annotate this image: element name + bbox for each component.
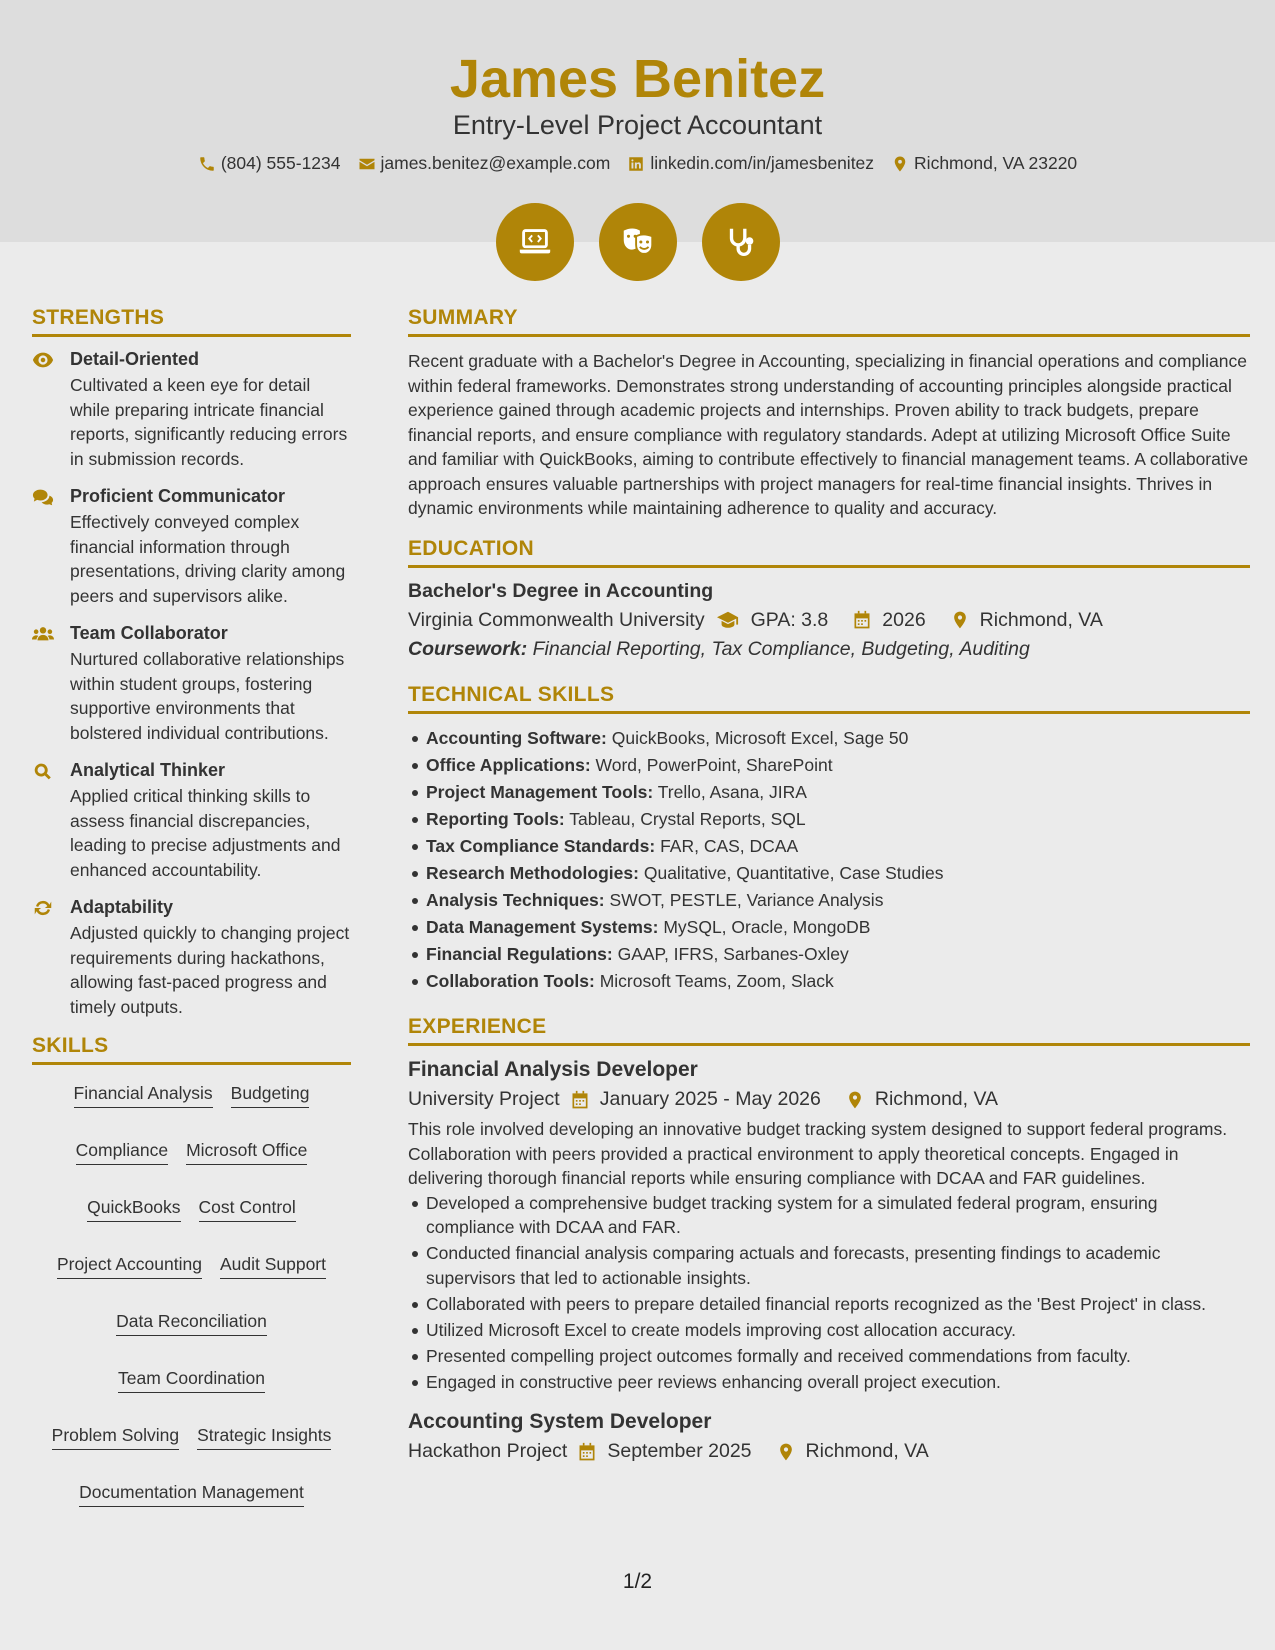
job-dates: September 2025: [607, 1440, 752, 1462]
strength-desc: Nurtured collaborative relationships within student groups, fostering supportive environments that bolstered individual contributions.: [70, 649, 345, 743]
technical-skills-list: [408, 726, 1250, 994]
sync-icon: [32, 897, 56, 1019]
skill-tag: Project Accounting: [57, 1254, 202, 1279]
education-degree: Bachelor's Degree in Accounting: [408, 579, 714, 602]
strength-title: Detail-Oriented: [70, 349, 200, 369]
skill-tag: Team Coordination: [118, 1368, 265, 1393]
strength-desc: Effectively conveyed complex financial information through presentations, driving clarity among peers and supervisors alike.: [70, 512, 346, 606]
education-year: 2026: [882, 608, 926, 631]
candidate-title: Entry-Level Project Accountant: [452, 110, 823, 140]
job-title: Financial Analysis Developer: [408, 1058, 698, 1081]
theater-masks-icon: [599, 203, 677, 281]
map-marker-icon: [950, 610, 970, 630]
education-location: Richmond, VA: [979, 608, 1103, 631]
tech-skill-value: Trello, Asana, JIRA: [657, 781, 807, 802]
job-dates: January 2025 - May 2026: [599, 1088, 821, 1110]
strength-item: [32, 486, 351, 608]
linkedin-text: linkedin.com/in/jamesbenitez: [650, 153, 875, 173]
tech-skill-value: Microsoft Teams, Zoom, Slack: [599, 970, 834, 991]
location-text: Richmond, VA 23220: [914, 153, 1078, 173]
list-item: [408, 969, 1250, 994]
list-item: [408, 726, 1250, 751]
tech-skill-value: QuickBooks, Microsoft Excel, Sage 50: [611, 727, 909, 748]
laptop-code-icon: [496, 203, 574, 281]
skill-tag: Data Reconciliation: [116, 1311, 267, 1336]
contact-linkedin[interactable]: [627, 153, 874, 174]
tech-skill-value: FAR, CAS, DCAA: [660, 835, 799, 856]
contact-email[interactable]: [358, 153, 611, 174]
phone-icon: [198, 155, 216, 173]
map-marker-icon: [776, 1442, 796, 1462]
candidate-name: James Benitez: [449, 49, 826, 109]
linkedin-icon: [627, 155, 645, 173]
right-column: [408, 306, 1250, 1469]
tech-skill-value: MySQL, Oracle, MongoDB: [663, 916, 871, 937]
job-meta: [408, 1440, 1250, 1463]
skills-heading: SKILLS: [32, 1034, 351, 1065]
tech-skill-label: Data Management Systems:: [426, 916, 659, 937]
job-title: Accounting System Developer: [408, 1410, 712, 1433]
coursework-label: Coursework:: [408, 637, 528, 660]
education-heading: EDUCATION: [408, 537, 1250, 568]
education-meta: [408, 609, 1250, 632]
strength-desc: Applied critical thinking skills to assess financial discrepancies, leading to precise adjustments and enhanced accountability.: [70, 786, 341, 880]
stethoscope-icon: [702, 203, 780, 281]
eye-icon: [32, 349, 56, 471]
skills-cloud: [32, 1079, 351, 1507]
coursework-text: Financial Reporting, Tax Compliance, Budgeting, Auditing: [532, 637, 1030, 660]
list-item: [408, 915, 1250, 940]
interest-icons: [0, 203, 1275, 281]
skill-tag: Financial Analysis: [74, 1083, 213, 1108]
map-marker-icon: [845, 1090, 865, 1110]
list-item: [408, 780, 1250, 805]
strength-title: Analytical Thinker: [70, 760, 226, 780]
list-item: [408, 753, 1250, 778]
strength-title: Team Collaborator: [70, 623, 228, 643]
calendar-icon: [570, 1090, 590, 1110]
skill-tag: Microsoft Office: [186, 1140, 307, 1165]
tech-skill-label: Financial Regulations:: [426, 943, 613, 964]
list-item: [408, 888, 1250, 913]
email-text: james.benitez@example.com: [380, 153, 611, 173]
contact-location: [891, 153, 1077, 174]
calendar-icon: [577, 1442, 597, 1462]
list-item: Conducted financial analysis comparing actuals and forecasts, presenting findings to academic supervisors that led to actionable insights.: [408, 1241, 1250, 1290]
tech-skill-label: Analysis Techniques:: [426, 889, 605, 910]
strength-title: Proficient Communicator: [70, 486, 286, 506]
job-meta: [408, 1088, 1250, 1111]
users-icon: [32, 623, 56, 745]
contact-phone[interactable]: [198, 153, 341, 174]
strength-desc: Cultivated a keen eye for detail while preparing intricate financial reports, significantly reducing errors in submission records.: [70, 375, 348, 469]
education-school: Virginia Commonwealth University: [408, 608, 705, 631]
education-coursework: [408, 638, 1250, 661]
list-item: Utilized Microsoft Excel to create models improving cost allocation accuracy.: [408, 1318, 1250, 1343]
strength-item: [32, 897, 351, 1019]
summary-text: Recent graduate with a Bachelor's Degree in Accounting, specializing in financial operations and compliance within federal frameworks. Demonstrates strong understanding of accounting principles alongside practical experience gained through academic projects and internships. Proven ability to track budgets, prepare financial reports, and ensure compliance with regulatory standards. Adept at utilizing Microsoft Office Suite and familiar with QuickBooks, aiming to contribute effectively to financial management teams. A collaborative approach ensures valuable partnerships with project managers for real-time financial insights. Thrives in dynamic environments while maintaining adherence to quality and accuracy.: [408, 351, 1249, 518]
tech-skill-value: GAAP, IFRS, Sarbanes-Oxley: [617, 943, 849, 964]
list-item: [408, 942, 1250, 967]
envelope-icon: [358, 155, 376, 173]
list-item: Developed a comprehensive budget tracking system for a simulated federal program, ensuring compliance with DCAA and FAR.: [408, 1191, 1250, 1240]
tech-skill-label: Tax Compliance Standards:: [426, 835, 656, 856]
job-bullets: [408, 1191, 1250, 1395]
left-column: [32, 306, 351, 1507]
skill-tag: Strategic Insights: [197, 1425, 331, 1450]
experience-entry: [408, 1058, 1250, 1394]
skill-tag: Documentation Management: [79, 1482, 304, 1507]
skill-tag: Problem Solving: [52, 1425, 179, 1450]
experience-heading: EXPERIENCE: [408, 1015, 1250, 1046]
tech-skill-value: SWOT, PESTLE, Variance Analysis: [609, 889, 884, 910]
tech-skill-label: Research Methodologies:: [426, 862, 639, 883]
graduation-cap-icon: [715, 609, 741, 631]
tech-skill-label: Collaboration Tools:: [426, 970, 595, 991]
technical-skills-heading: TECHNICAL SKILLS: [408, 683, 1250, 714]
search-icon: [32, 760, 56, 882]
tech-skill-label: Accounting Software:: [426, 727, 607, 748]
map-marker-icon: [891, 155, 909, 173]
skill-tag: Cost Control: [199, 1197, 296, 1222]
calendar-icon: [852, 610, 872, 630]
skill-tag: Audit Support: [220, 1254, 326, 1279]
list-item: [408, 861, 1250, 886]
contact-row: [0, 153, 1275, 174]
page-number: 1/2: [622, 1570, 653, 1593]
skill-tag: Budgeting: [231, 1083, 310, 1108]
experience-entry: [408, 1410, 1250, 1463]
strength-desc: Adjusted quickly to changing project requirements during hackathons, allowing fast-paced progress and timely outputs.: [70, 923, 350, 1017]
job-location: Richmond, VA: [805, 1440, 929, 1462]
tech-skill-value: Qualitative, Quantitative, Case Studies: [643, 862, 944, 883]
list-item: Presented compelling project outcomes formally and received commendations from faculty.: [408, 1344, 1250, 1369]
tech-skill-value: Tableau, Crystal Reports, SQL: [569, 808, 806, 829]
education-gpa: GPA: 3.8: [750, 608, 829, 631]
comments-icon: [32, 486, 56, 608]
tech-skill-label: Office Applications:: [426, 754, 591, 775]
strengths-heading: STRENGTHS: [32, 306, 351, 337]
skill-tag: Compliance: [76, 1140, 168, 1165]
summary-heading: SUMMARY: [408, 306, 1250, 337]
tech-skill-label: Project Management Tools:: [426, 781, 654, 802]
list-item: Collaborated with peers to prepare detailed financial reports recognized as the 'Best Project' in class.: [408, 1292, 1250, 1317]
skill-tag: QuickBooks: [87, 1197, 180, 1222]
job-org: University Project: [408, 1088, 560, 1110]
tech-skill-value: Word, PowerPoint, SharePoint: [595, 754, 833, 775]
job-org: Hackathon Project: [408, 1440, 568, 1462]
strength-item: [32, 349, 351, 471]
list-item: [408, 807, 1250, 832]
list-item: Engaged in constructive peer reviews enhancing overall project execution.: [408, 1370, 1250, 1395]
tech-skill-label: Reporting Tools:: [426, 808, 565, 829]
strength-title: Adaptability: [70, 897, 174, 917]
phone-text: (804) 555-1234: [220, 153, 341, 173]
list-item: [408, 834, 1250, 859]
strength-item: [32, 623, 351, 745]
job-description: This role involved developing an innovative budget tracking system designed to support federal programs. Collaboration with peers provided a practical environment to apply theoretical concepts. Engaged in delivering thorough financial reports while ensuring compliance with DCAA and FAR guidelines.: [408, 1119, 1228, 1188]
job-location: Richmond, VA: [874, 1088, 999, 1110]
strength-item: [32, 760, 351, 882]
